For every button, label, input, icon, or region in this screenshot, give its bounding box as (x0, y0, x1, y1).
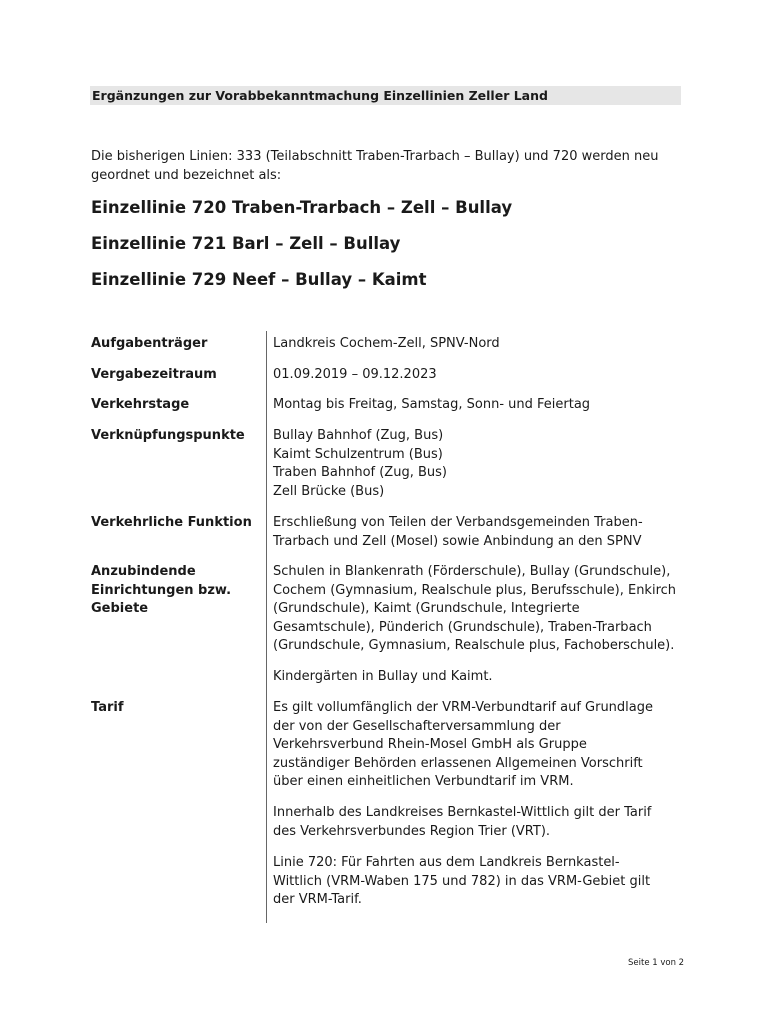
label-einrichtungen (91, 563, 261, 619)
line-title-720: Einzellinie 720 Traben-Trarbach – Zell – Bullay (91, 198, 513, 217)
value-tarif-para2 (273, 804, 683, 841)
value-einrichtungen (273, 563, 683, 656)
label-aufgabentraeger: Aufgabenträger (91, 336, 208, 351)
table-divider (266, 331, 267, 923)
value-kindergaerten: Kindergärten in Bullay und Kaimt. (273, 669, 493, 684)
intro-line: geordnet und bezeichnet als: (91, 167, 282, 183)
list-item: Zell Brücke (Bus) (273, 483, 385, 499)
text-line: Schulen in Blankenrath (Förderschule), Bullay (Grundschule), (273, 564, 671, 579)
text-line: des Verkehrsverbundes Region Trier (VRT). (273, 823, 551, 839)
text-line: (Grundschule, Gymnasium, Realschule plus, Fachoberschule). (273, 638, 675, 653)
value-tarif-para1 (273, 699, 683, 792)
text-line: über einen einheitlichen Verbundtarif im VRM. (273, 774, 574, 789)
text-line: der VRM-Tarif. (273, 892, 362, 907)
value-tarif-para3 (273, 854, 683, 910)
document-title: Ergänzungen zur Vorabbekanntmachung Einzellinien Zeller Land (92, 88, 548, 103)
list-item: Kaimt Schulzentrum (Bus) (273, 446, 443, 462)
label-line: Einrichtungen bzw. (91, 582, 232, 598)
list-item: Traben Bahnhof (Zug, Bus) (273, 465, 447, 480)
text-line: Cochem (Gymnasium, Realschule plus, Berufsschule), Enkirch (273, 582, 677, 598)
label-funktion: Verkehrliche Funktion (91, 515, 252, 530)
label-verknuepfungspunkte: Verknüpfungspunkte (91, 428, 245, 443)
label-line: Anzubindende (91, 564, 196, 579)
text-line: (Grundschule), Kaimt (Grundschule, Integrierte (273, 601, 580, 616)
text-line: Linie 720: Für Fahrten aus dem Landkreis Bernkastel- (273, 855, 620, 870)
label-tarif: Tarif (91, 700, 124, 715)
line-title-721: Einzellinie 721 Barl – Zell – Bullay (91, 234, 401, 253)
text-line: Erschließung von Teilen der Verbandsgemeinden Traben- (273, 515, 643, 530)
text-line: Trarbach und Zell (Mosel) sowie Anbindung an den SPNV (273, 533, 642, 549)
text-line: Gesamtschule), Pünderich (Grundschule), Traben-Trarbach (273, 619, 652, 635)
text-line: zuständiger Behörden erlassenen Allgemeinen Vorschrift (273, 755, 643, 771)
value-funktion (273, 514, 683, 551)
label-verkehrstage: Verkehrstage (91, 397, 190, 412)
intro-line: Die bisherigen Linien: 333 (Teilabschnitt Traben-Trarbach – Bullay) und 720 werden neu (91, 149, 659, 164)
text-line: Wittlich (VRM-Waben 175 und 782) in das VRM-Gebiet gilt (273, 873, 651, 889)
page-number: Seite 1 von 2 (628, 958, 685, 968)
line-title-729: Einzellinie 729 Neef – Bullay – Kaimt (91, 270, 427, 289)
text-line: Innerhalb des Landkreises Bernkastel-Wittlich gilt der Tarif (273, 805, 652, 820)
list-item: Bullay Bahnhof (Zug, Bus) (273, 428, 444, 443)
value-aufgabentraeger: Landkreis Cochem-Zell, SPNV-Nord (273, 336, 500, 351)
value-verkehrstage: Montag bis Freitag, Samstag, Sonn- und Feiertag (273, 397, 591, 412)
intro-paragraph (91, 148, 691, 185)
text-line: Es gilt vollumfänglich der VRM-Verbundtarif auf Grundlage (273, 700, 654, 715)
label-vergabezeitraum: Vergabezeitraum (91, 367, 217, 382)
value-verknuepfungspunkte (273, 427, 683, 501)
text-line: der von der Gesellschafterversammlung der (273, 718, 561, 734)
label-line: Gebiete (91, 601, 149, 616)
value-vergabezeitraum: 01.09.2019 – 09.12.2023 (273, 367, 437, 382)
text-line: Verkehrsverbund Rhein-Mosel GmbH als Gruppe (273, 737, 587, 752)
